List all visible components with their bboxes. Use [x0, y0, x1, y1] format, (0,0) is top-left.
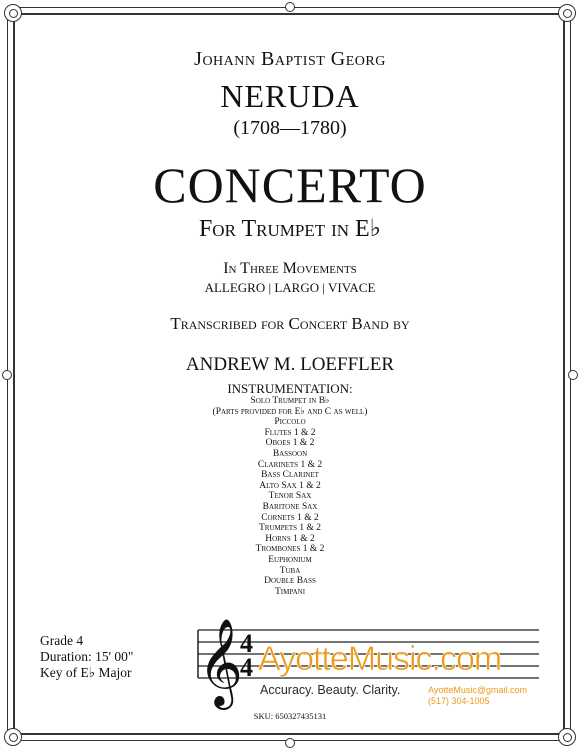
instrument-item: Clarinets 1 & 2 — [257, 459, 323, 470]
instrument-item: Alto Sax 1 & 2 — [259, 480, 321, 491]
publisher-logo — [196, 618, 541, 713]
time-signature-bottom: 4 — [240, 653, 253, 682]
instrument-item: Euphonium — [268, 554, 312, 565]
instrument-item: Oboes 1 & 2 — [265, 438, 315, 449]
corner-ornament-top-left — [4, 4, 22, 22]
instrument-item: Tenor Sax — [268, 491, 312, 502]
arranger-name: ANDREW M. LOEFFLER — [185, 354, 395, 375]
instrument-item: Double Bass — [264, 576, 316, 587]
instrument-item: Piccolo — [274, 417, 306, 428]
corner-ornament-top-right — [558, 4, 576, 22]
edge-ornament-bottom — [285, 738, 295, 748]
transcribed-by-line: Transcribed for Concert Band by — [170, 314, 410, 333]
composer-dates: (1708—1780) — [233, 117, 347, 139]
instrument-item: Baritone Sax — [262, 501, 318, 512]
instrumentation-list — [0, 396, 580, 597]
time-signature-top: 4 — [240, 629, 253, 658]
work-subtitle: For Trumpet in E♭ — [198, 216, 382, 242]
contact-email: AyotteMusic@gmail.com — [428, 685, 527, 695]
composer-first-names: Johann Baptist Georg — [194, 48, 386, 70]
instrument-item: Flutes 1 & 2 — [264, 427, 316, 438]
instrument-item: (Parts provided for E♭ and C as well) — [212, 406, 368, 417]
instrument-item: Cornets 1 & 2 — [261, 512, 319, 523]
work-title: CONCERTO — [153, 157, 427, 213]
instrument-item: Bass Clarinet — [261, 470, 319, 481]
instrument-item: Trombones 1 & 2 — [255, 544, 325, 555]
contact-phone: (517) 304-1005 — [428, 696, 490, 706]
corner-ornament-bottom-right — [558, 728, 576, 746]
movements-list: ALLEGRO | LARGO | VIVACE — [204, 280, 376, 295]
composer-surname: NERUDA — [220, 78, 360, 114]
grade-info: Grade 4 — [40, 633, 84, 648]
instrument-item: Trumpets 1 & 2 — [258, 523, 322, 534]
sku-number: SKU: 650327435131 — [253, 711, 327, 721]
instrumentation-heading: INSTRUMENTATION: — [227, 381, 353, 396]
brand-name: AyotteMusic.com — [258, 640, 502, 678]
movements-heading: In Three Movements — [223, 260, 357, 277]
instrument-item: Solo Trumpet in B♭ — [250, 396, 330, 406]
instrument-item: Bassoon — [272, 448, 308, 459]
instrument-item: Timpani — [274, 586, 306, 597]
key-info: Key of E♭ Major — [40, 665, 132, 680]
corner-ornament-bottom-left — [4, 728, 22, 746]
duration-info: Duration: 15' 00" — [40, 649, 134, 664]
treble-clef-icon: 𝄞 — [198, 618, 243, 706]
brand-tagline: Accuracy. Beauty. Clarity. — [260, 683, 401, 697]
instrument-item: Tuba — [279, 565, 301, 576]
instrument-item: Horns 1 & 2 — [265, 533, 315, 544]
edge-ornament-top — [285, 2, 295, 12]
